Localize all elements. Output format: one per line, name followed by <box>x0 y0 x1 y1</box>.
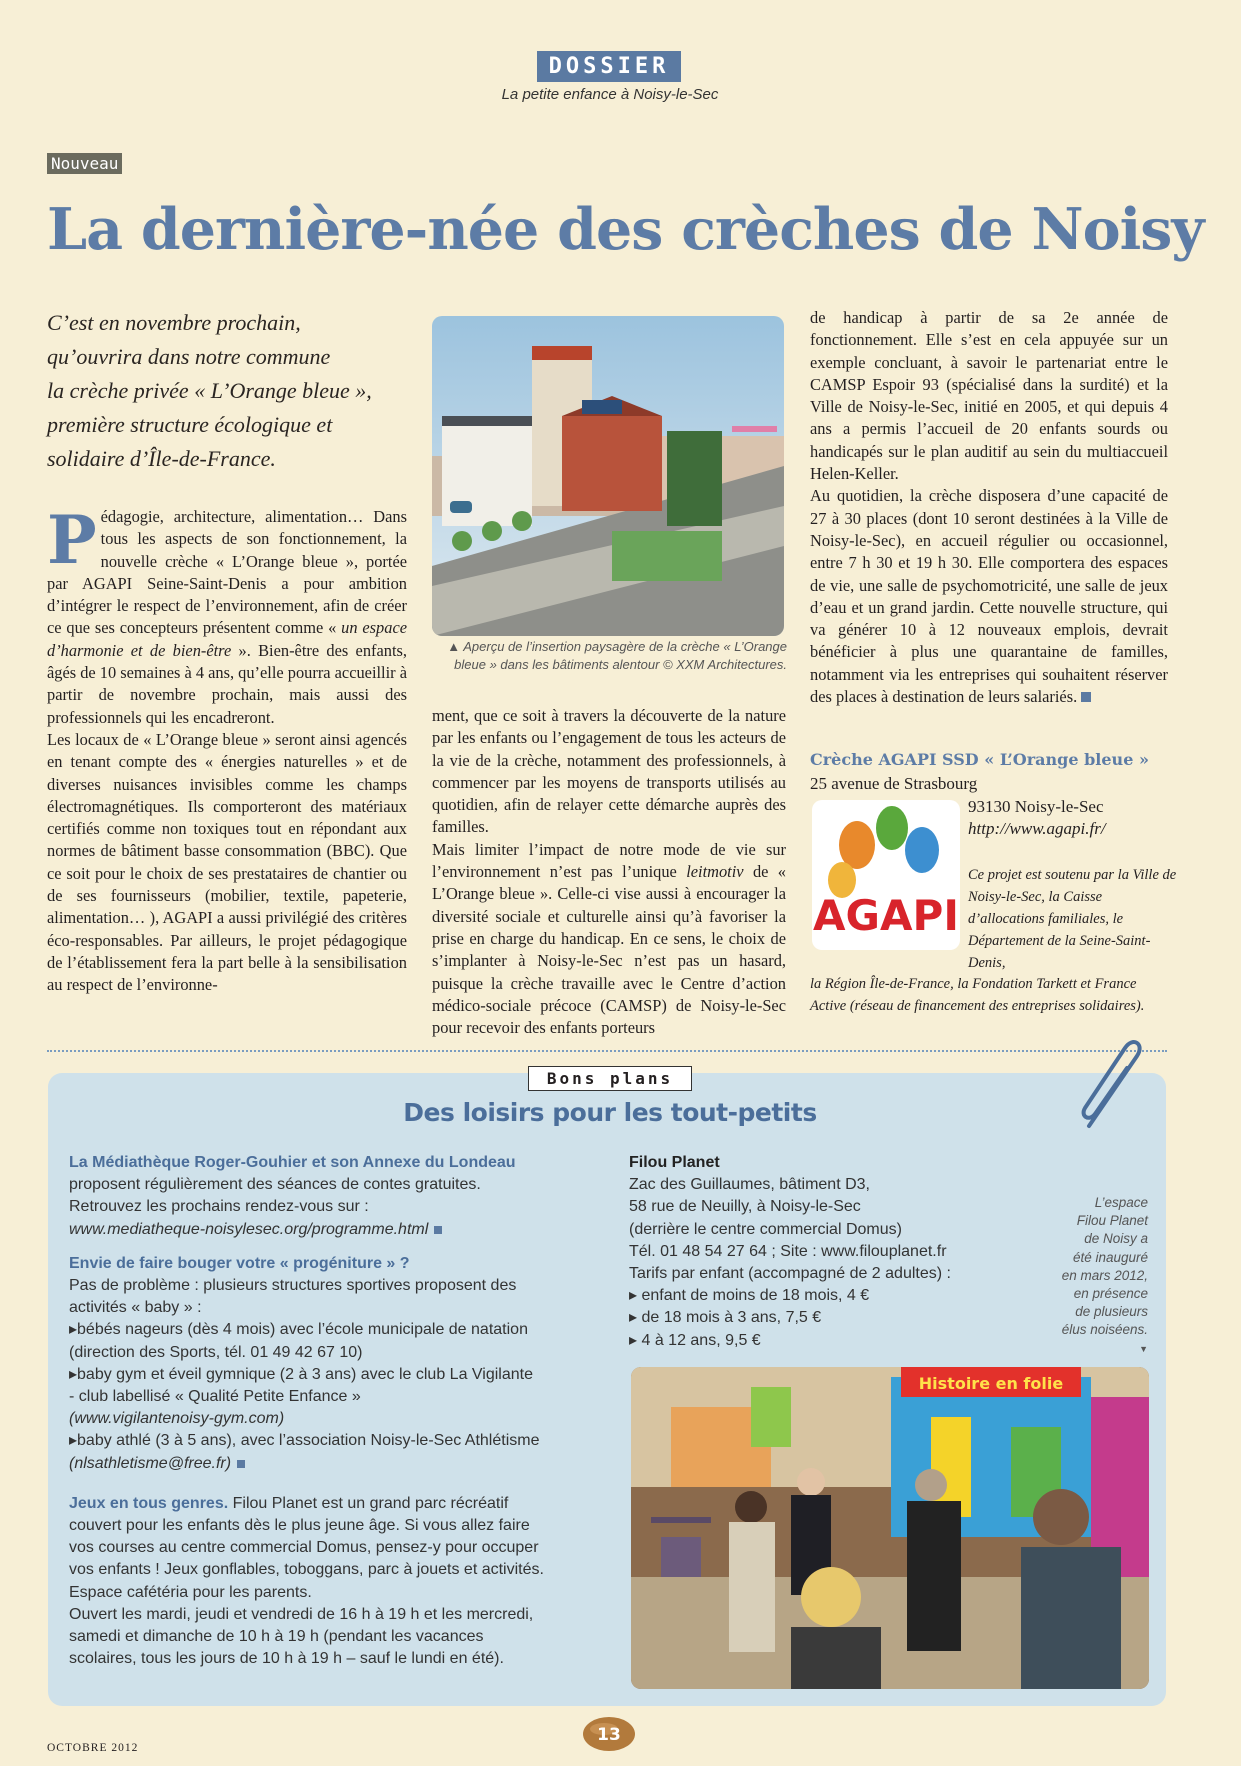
text-line: ▸ enfant de moins de 18 mois, 4 € <box>629 1287 870 1305</box>
caption-line: de Noisy a <box>1084 1231 1148 1247</box>
article-intro <box>47 306 397 476</box>
paragraph <box>47 501 407 729</box>
text-line: ▸baby athlé (3 à 5 ans), avec l’association Noisy-le-Sec Athlétisme <box>69 1432 540 1450</box>
caption-line: Filou Planet <box>1076 1213 1148 1229</box>
spacer <box>69 1241 599 1253</box>
text-line: scolaires, tous les jours de 10 h à 19 h – sauf le lundi en été). <box>69 1650 504 1668</box>
text-run: ». Bien-être des enfants, âgés de 10 semaines à 4 ans, qu’elle pourra accueillir à partir de novembre prochain, mais aussi des professionnels qui les encadreront. <box>47 640 407 727</box>
caption-line: été inauguré <box>1072 1249 1148 1265</box>
caption-line: L’espace <box>1094 1195 1148 1210</box>
down-arrow-icon: ▼ <box>1139 1343 1148 1354</box>
article-column-2 <box>432 705 786 1039</box>
bons-plans-left-column <box>69 1152 599 1670</box>
section-divider <box>47 1050 1167 1052</box>
text-line: samedi et dimanche de 10 h à 19 h (pendant les vacances <box>69 1628 484 1646</box>
support-note: Ce projet est soutenu par la Ville de Noisy-le-Sec, la Caisse d’allocations familiales, le Département de la Seine-Saint-Denis, <box>968 867 1177 971</box>
text-line: Ouvert les mardi, jeudi et vendredi de 16 h à 19 h et les mercredi, <box>69 1605 534 1623</box>
text-line: ▸ 4 à 12 ans, 9,5 € <box>629 1331 761 1349</box>
jeux-heading: Jeux en tous genres. <box>69 1494 229 1512</box>
svg-text:Histoire en folie: Histoire en folie <box>918 1374 1064 1393</box>
text-line: (derrière le centre commercial Domus) <box>629 1220 902 1238</box>
spacer <box>69 1475 599 1493</box>
text-run: Filou Planet est un grand parc récréatif <box>228 1494 509 1512</box>
intro-line: qu’ouvrira dans notre commune <box>47 344 331 369</box>
address-street: 25 avenue de Strasbourg <box>810 774 978 793</box>
creche-illustration <box>432 316 784 636</box>
end-square-icon <box>1081 692 1091 702</box>
article-column-1 <box>47 501 407 997</box>
intro-line: la crèche privée « L’Orange bleue », <box>47 378 372 403</box>
address-url[interactable]: http://www.agapi.fr/ <box>968 819 1106 838</box>
address-city: 93130 Noisy-le-Sec <box>968 797 1104 816</box>
paragraph <box>432 839 786 1040</box>
support-note: la Région Île-de-France, la Fondation Tarkett et France Active (réseau de financement des entreprises solidaires). <box>810 976 1145 1014</box>
intro-line: première structure écologique et <box>47 412 333 437</box>
text-run: édagogie, architecture, alimentation… Dans tous les aspects de son fonctionnement, la nouvelle crèche « L’Orange bleue », portée par AGAPI Seine-Saint-Denis a pour ambition d’intégrer le respect de l’environnement, afin de créer ce que ses concepteurs présentent comme « <box>47 507 407 638</box>
end-square-icon <box>237 1460 245 1468</box>
image-caption: ▲ Aperçu de l’insertion paysagère de la crèche « L’Orange bleue » dans les bâtiments alentour © XXM Architectures. <box>447 639 787 672</box>
footer-date: OCTOBRE 2012 <box>47 1742 139 1754</box>
section-tag: DOSSIER <box>537 51 681 82</box>
paragraph: Les locaux de « L’Orange bleue » seront ainsi agencés en tenant compte des « énergies naturelles » et de diverses nuisances invisibles comme les champs électromagnétiques. Ils comporteront des matériaux certifiés comme non toxiques tout en répondant aux normes de bâtiment basse consommation (BBC). Que ce soit pour le choix de ses prestataires de chantier ou de ses fournisseurs (mobilier, textile, papeterie, alimentation… ), AGAPI a aussi privilégié des critères éco-responsables. Par ailleurs, le projet pédagogique de l’établissement fera la part belle à la sensibilisation au respect de l’environne- <box>47 729 407 995</box>
section-subtitle: La petite enfance à Noisy-le-Sec <box>501 86 719 103</box>
text-line: couvert pour les enfants dès le plus jeune âge. Si vous allez faire <box>69 1517 530 1535</box>
bouger-heading: Envie de faire bouger votre « progéniture » ? <box>69 1254 410 1272</box>
text-line <box>69 1408 599 1430</box>
text-line: Zac des Guillaumes, bâtiment D3, <box>629 1176 870 1194</box>
paragraph <box>810 485 1168 708</box>
svg-text:AGAPI: AGAPI <box>813 891 959 940</box>
text-line: ▸baby gym et éveil gymnique (2 à 3 ans) avec le club La Vigilante <box>69 1365 533 1383</box>
bons-plans-tag: Bons plans <box>528 1066 692 1091</box>
intro-line: C’est en novembre prochain, <box>47 310 301 335</box>
intro-line: solidaire d’Île-de-France. <box>47 446 276 471</box>
page-number <box>582 1715 636 1753</box>
text-line <box>69 1493 599 1515</box>
mediatheque-link-line <box>69 1219 599 1241</box>
mediatheque-heading: La Médiathèque Roger-Gouhier et son Annexe du Londeau <box>69 1154 516 1171</box>
filou-planet-photo <box>631 1367 1149 1689</box>
caption-line: élus noiséens. <box>1061 1322 1148 1338</box>
bons-plans-title: Des loisirs pour les tout-petits <box>403 1098 817 1127</box>
text-line: ▸bébés nageurs (dès 4 mois) avec l’école municipale de natation <box>69 1321 528 1339</box>
svg-text:13: 13 <box>597 1725 621 1745</box>
text-line: Tarifs par enfant (accompagné de 2 adultes) : <box>629 1265 951 1283</box>
text-line: vos enfants ! Jeux gonflables, toboggans, parc à jouets et activités. <box>69 1561 544 1579</box>
caption-line: en mars 2012, <box>1061 1267 1148 1283</box>
text-line: Espace cafétéria pour les parents. <box>69 1583 312 1601</box>
caption-line: de plusieurs <box>1075 1304 1148 1320</box>
text-run: de « L’Orange bleue ». Celle-ci vise aussi à encourager la diversité sociale et culturelle ainsi qu’à favoriser la prise en charge du handicap. En ce sens, le choix de s’implanter à Noisy-le-Sec n’est pas un hasard, puisque la crèche travaille avec le Centre d’action médico-sociale précoce (CAMSP) de Noisy-le-Sec pour recevoir des enfants porteurs <box>432 862 786 1038</box>
bons-plans-right-column <box>629 1152 1009 1352</box>
drop-cap: P <box>47 501 97 579</box>
text-line: vos courses au centre commercial Domus, pensez-y pour occuper <box>69 1539 539 1557</box>
text-line: ▸ de 18 mois à 3 ans, 7,5 € <box>629 1309 822 1327</box>
text-line: activités « baby » : <box>69 1299 202 1317</box>
text-line: Pas de problème : plusieurs structures sportives proposent des <box>69 1277 517 1295</box>
filou-heading: Filou Planet <box>629 1154 720 1171</box>
text-line: (direction des Sports, tél. 01 49 42 67 10) <box>69 1343 363 1361</box>
text-line: Retrouvez les prochains rendez-vous sur : <box>69 1198 369 1216</box>
article-title: La dernière-née des crèches de Noisy <box>47 196 1204 263</box>
text-line <box>69 1453 599 1475</box>
email-text[interactable]: (nlsathletisme@free.fr) <box>69 1454 232 1472</box>
text-run: Mais limiter l’impact de notre mode de vie sur l’environnement n’est pas l’unique <box>432 839 786 882</box>
paragraph: ment, que ce soit à travers la découverte de la nature par les enfants ou l’engagement de tous les acteurs de la vie de la crèche, notamment des professionnels, à commencer par les moyens de transports utilisés au quotidien, afin de relayer cette démarche auprès des familles. <box>432 706 786 837</box>
photo-caption <box>1028 1194 1148 1358</box>
end-square-icon <box>434 1226 442 1234</box>
agapi-logo <box>812 800 960 950</box>
text-run: Au quotidien, la crèche disposera d’une capacité de 27 à 30 places (dont 10 seront destinées à la Ville de Noisy-le-Sec), en accueil régulier ou occasionnel, entre 7 h 30 et 19 h 30. Elle comportera des espaces de vie, une salle de psychomotricité, une salle de jeux d’eau et un grand jardin. Cette nouvelle structure, qui va générer 10 à 12 nouveaux emplois, devrait bénéficier à plus une quarantaine de familles, notamment via les entreprises qui souhaitent réserver des places à destination de leurs salariés. <box>810 486 1168 707</box>
quote-text: un espace d’harmonie et de bien-être <box>47 618 407 660</box>
text-line: Tél. 01 48 54 27 64 ; Site : www.filouplanet.fr <box>629 1242 947 1260</box>
link-text[interactable]: (www.vigilantenoisy-gym.com) <box>69 1410 285 1428</box>
mediatheque-link[interactable]: www.mediatheque-noisylesec.org/programme.html <box>69 1220 429 1238</box>
text-line: - club labellisé « Qualité Petite Enfance » <box>69 1388 361 1406</box>
article-column-3 <box>810 307 1168 708</box>
italic-text: leitmotiv <box>686 862 744 882</box>
text-line: 58 rue de Neuilly, à Noisy-le-Sec <box>629 1198 861 1216</box>
address-title: Crèche AGAPI SSD « L’Orange bleue » <box>810 750 1149 769</box>
category-tag: Nouveau <box>47 153 122 174</box>
paperclip-icon <box>1075 1038 1155 1138</box>
text-line: proposent régulièrement des séances de contes gratuites. <box>69 1176 481 1194</box>
paragraph: de handicap à partir de sa 2e année de fonctionnement. Elle s’est en cela appuyée sur un exemple concluant, à savoir le partenariat entre le CAMSP Espoir 93 (spécialisé dans la surdité) et la Ville de Noisy-le-Sec, initié en 2005, et qui depuis 4 ans a permis l’accueil de 20 enfants sourds ou handicapés sur le plan auditif au sein du multiaccueil Helen-Keller. <box>810 308 1168 484</box>
caption-line: en présence <box>1073 1286 1148 1302</box>
